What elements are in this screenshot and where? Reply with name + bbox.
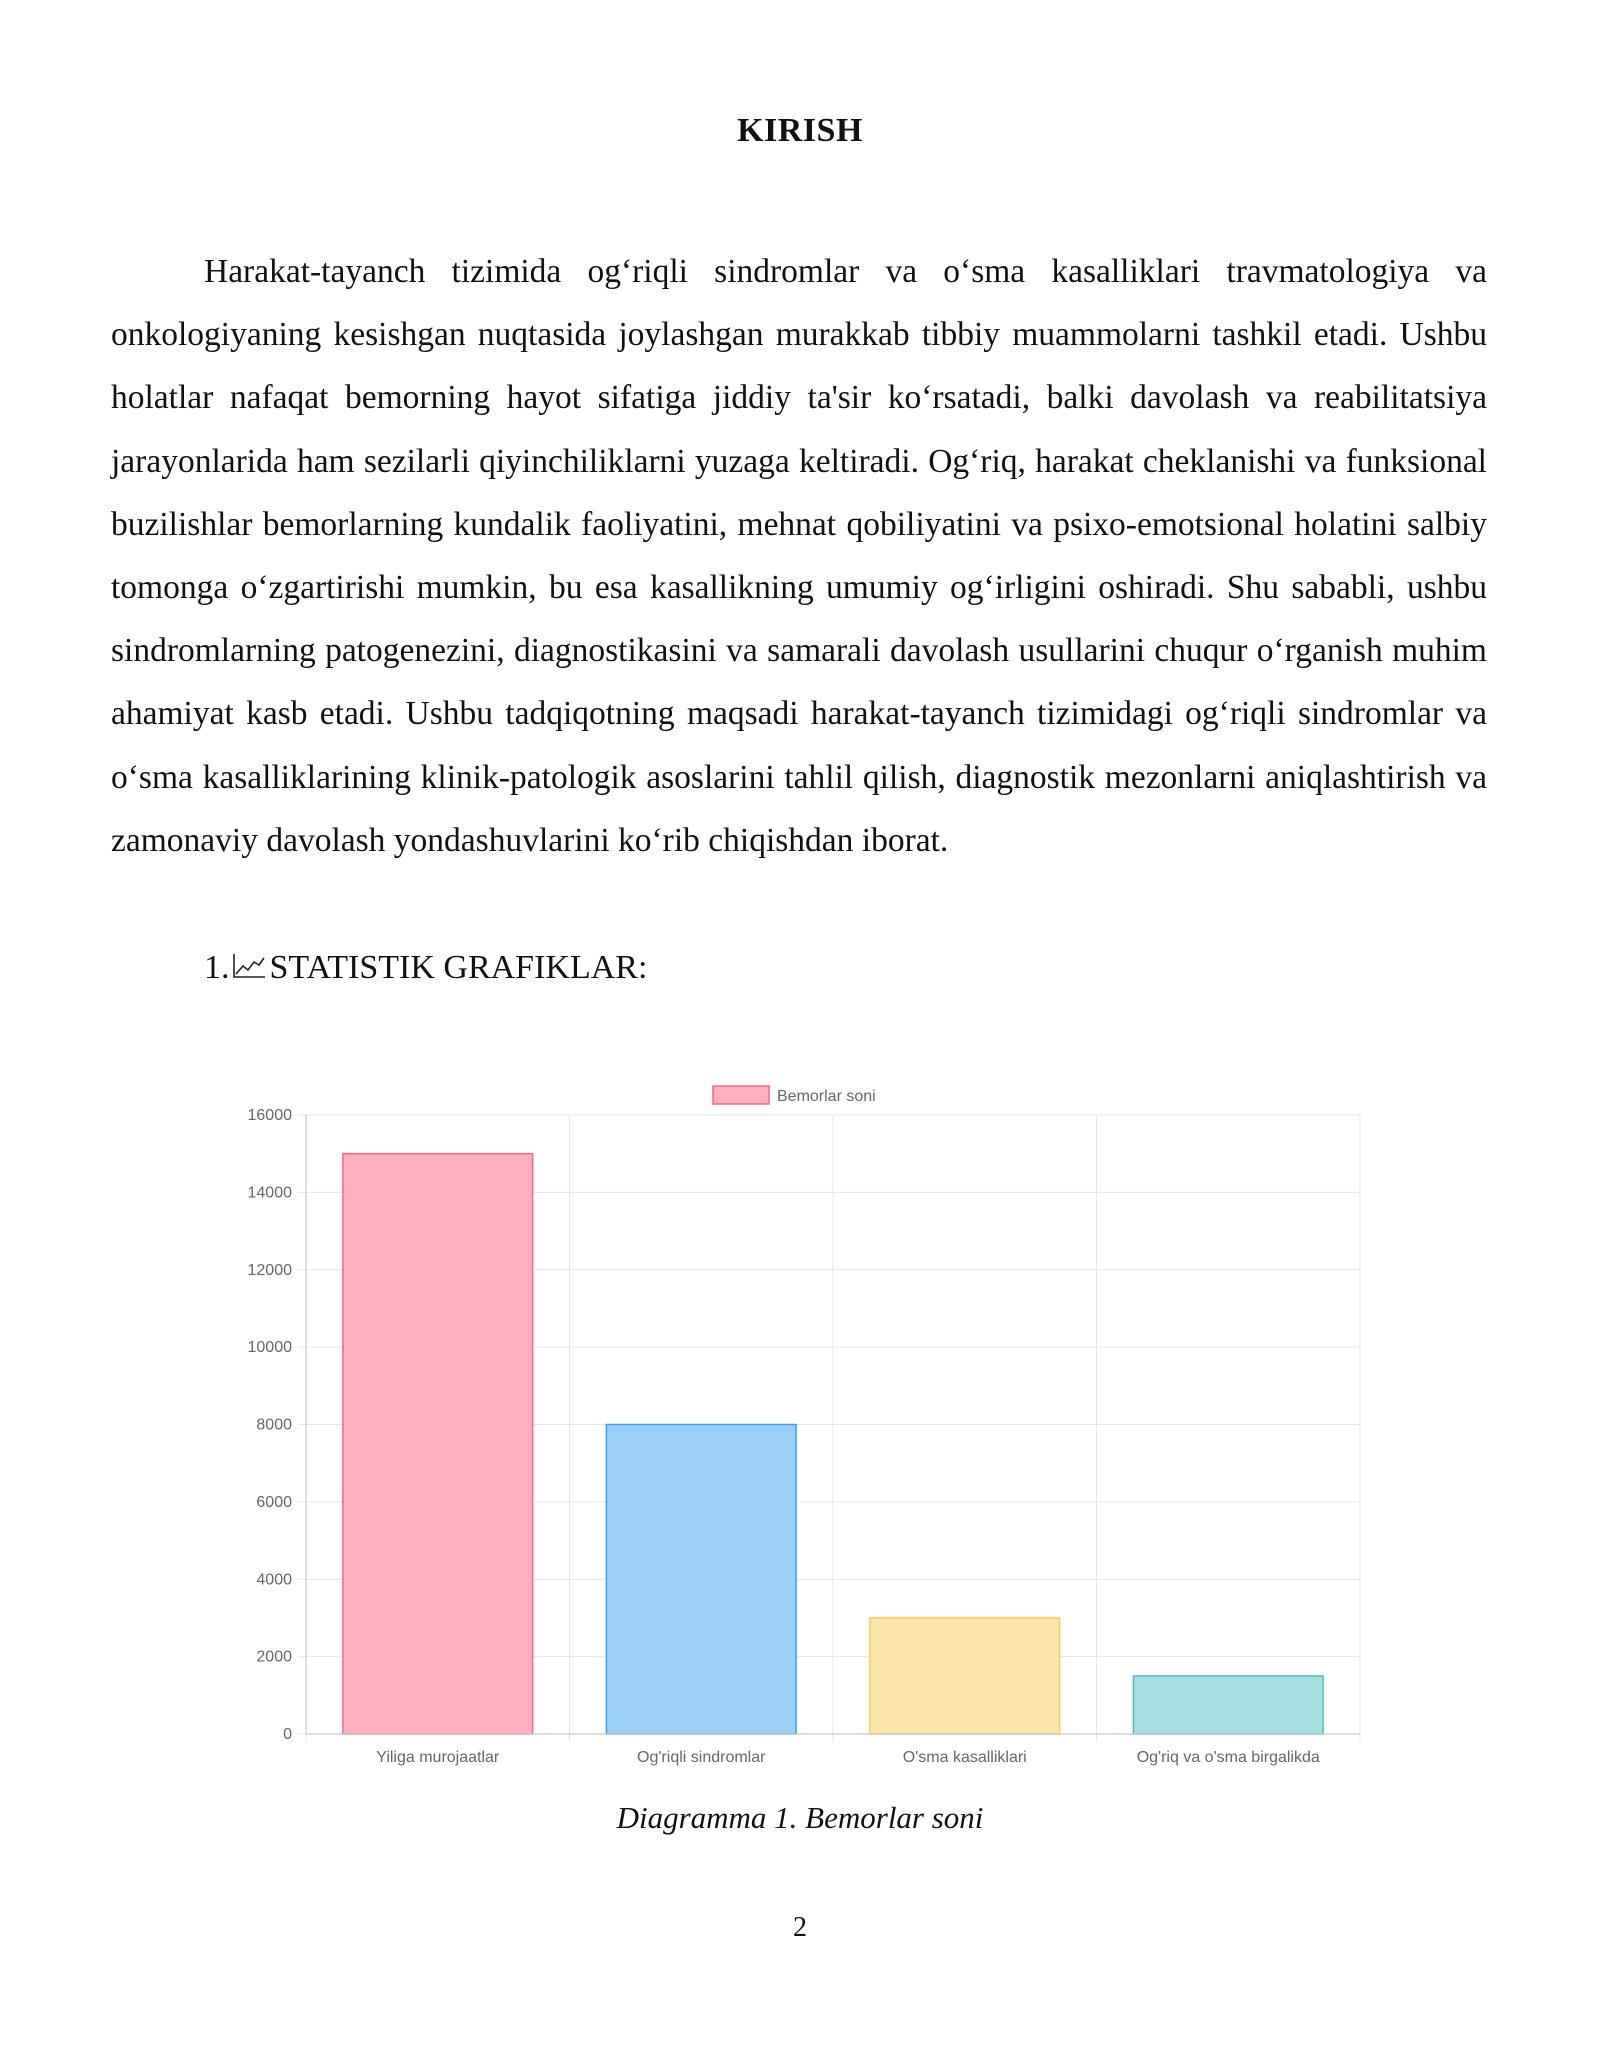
bar-2 — [870, 1618, 1060, 1734]
bar-3 — [1133, 1676, 1323, 1734]
x-tick-label: Og'riq va o'sma birgalikda — [1136, 1749, 1320, 1766]
y-tick-label: 12000 — [247, 1261, 292, 1279]
page-title: KIRISH — [737, 112, 863, 149]
y-tick-label: 2000 — [256, 1648, 292, 1666]
chart-legend — [713, 1086, 876, 1105]
section-heading — [204, 938, 647, 998]
y-tick-label: 16000 — [247, 1107, 292, 1124]
section-title: STATISTIK GRAFIKLAR: — [269, 949, 648, 986]
y-tick-label: 4000 — [256, 1571, 292, 1589]
x-tick-label: Og'riqli sindromlar — [637, 1749, 766, 1766]
bar-0 — [343, 1154, 533, 1734]
bar-1 — [606, 1425, 796, 1735]
legend-swatch — [713, 1086, 769, 1104]
intro-paragraph: Harakat-tayanch tizimida og‘riqli sindromlar va o‘sma kasalliklari travmatologiya va onkologiyaning kesishgan nuqtasida joylashgan murakkab tibbiy muammolarni tashkil etadi. Ushbu holatlar nafaqat bemorning hayot sifatiga jiddiy ta'sir ko‘rsatadi, balki davolash va reabilitatsiya jarayonlarida ham sezilarli qiyinchiliklarni yuzaga keltiradi. Og‘riq, harakat cheklanishi va funksional buzilishlar bemorlarning kundalik faoliyatini, mehnat qobiliyatini va psixo-emotsional holatini salbiy tomonga o‘zgartirishi mumkin, bu esa kasallikning umumiy og‘irligini oshiradi. Shu sababli, ushbu sindromlarning patogenezini, diagnostikasini va samarali davolash usullarini chuqur o‘rganish muhim ahamiyat kasb etadi. Ushbu tadqiqotning maqsadi harakat-tayanch tizimidagi og‘riqli sindromlar va o‘sma kasalliklarining klinik-patologik asoslarini tahlil qilish, diagnostik mezonlarni aniqlashtirish va zamonaviy davolash yondashuvlarini ko‘rib chiqishdan iborat. — [111, 253, 1487, 859]
x-tick-label: Yiliga murojaatlar — [376, 1749, 500, 1766]
y-tick-label: 6000 — [256, 1493, 292, 1511]
bar-chart-svg — [200, 1070, 1380, 1790]
page-number: 2 — [793, 1912, 807, 1943]
x-tick-label: O'sma kasalliklari — [902, 1749, 1027, 1766]
section-number: 1. — [204, 949, 230, 986]
y-tick-label: 0 — [283, 1726, 292, 1743]
y-tick-label: 8000 — [256, 1416, 292, 1434]
chart-increasing-icon — [231, 952, 267, 980]
y-tick-label: 10000 — [247, 1339, 292, 1357]
y-tick-label: 14000 — [247, 1184, 292, 1202]
bar-chart — [200, 1070, 1380, 1790]
legend-label: Bemorlar soni — [777, 1088, 876, 1105]
chart-caption: Diagramma 1. Bemorlar soni — [616, 1800, 984, 1835]
